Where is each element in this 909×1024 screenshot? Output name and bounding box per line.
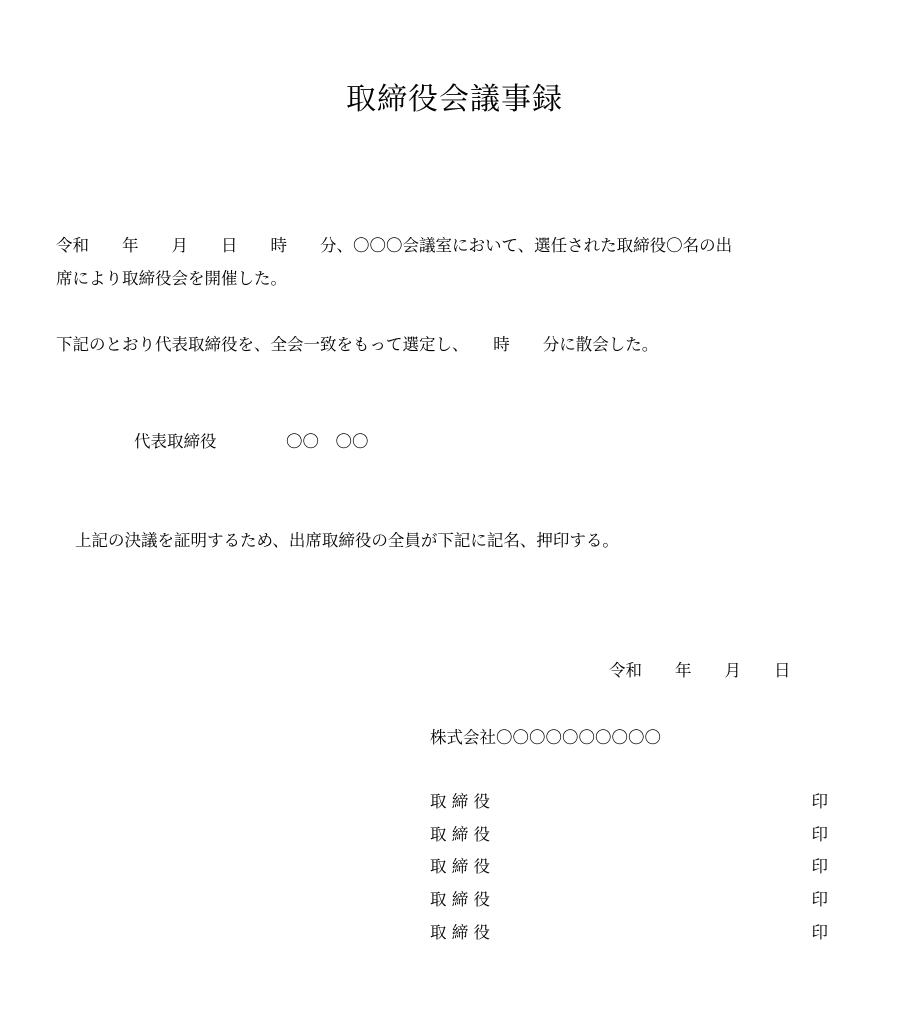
signature-date: 令和 年 月 日 [609, 661, 791, 680]
director-label: 取 締 役 [430, 792, 490, 811]
director-label: 取 締 役 [430, 890, 490, 909]
representative-director-label: 代表取締役 [134, 432, 217, 451]
seal-mark: 印 [811, 825, 828, 844]
certification-statement: 上記の決議を証明するため、出席取締役の全員が下記に記名、押印する。 [75, 531, 619, 550]
seal-mark: 印 [811, 890, 828, 909]
company-name: 株式会社〇〇〇〇〇〇〇〇〇〇 [430, 728, 661, 747]
meeting-opening-line-2: 席により取締役会を開催した。 [56, 269, 287, 288]
director-label: 取 締 役 [430, 825, 490, 844]
director-signature-row [430, 790, 828, 814]
director-signature-row [430, 855, 828, 879]
director-label: 取 締 役 [430, 857, 490, 876]
director-label: 取 締 役 [430, 923, 490, 942]
representative-director-name: 〇〇 〇〇 [286, 432, 369, 451]
director-signature-row [430, 823, 828, 847]
resolution-paragraph: 下記のとおり代表取締役を、全会一致をもって選定し、 時 分に散会した。 [56, 335, 659, 354]
director-signature-row [430, 921, 828, 945]
seal-mark: 印 [811, 923, 828, 942]
document-title: 取締役会議事録 [346, 82, 563, 117]
seal-mark: 印 [811, 792, 828, 811]
director-signature-row [430, 888, 828, 912]
seal-mark: 印 [811, 857, 828, 876]
meeting-opening-line-1: 令和 年 月 日 時 分、〇〇〇会議室において、選任された取締役〇名の出 [56, 236, 733, 255]
